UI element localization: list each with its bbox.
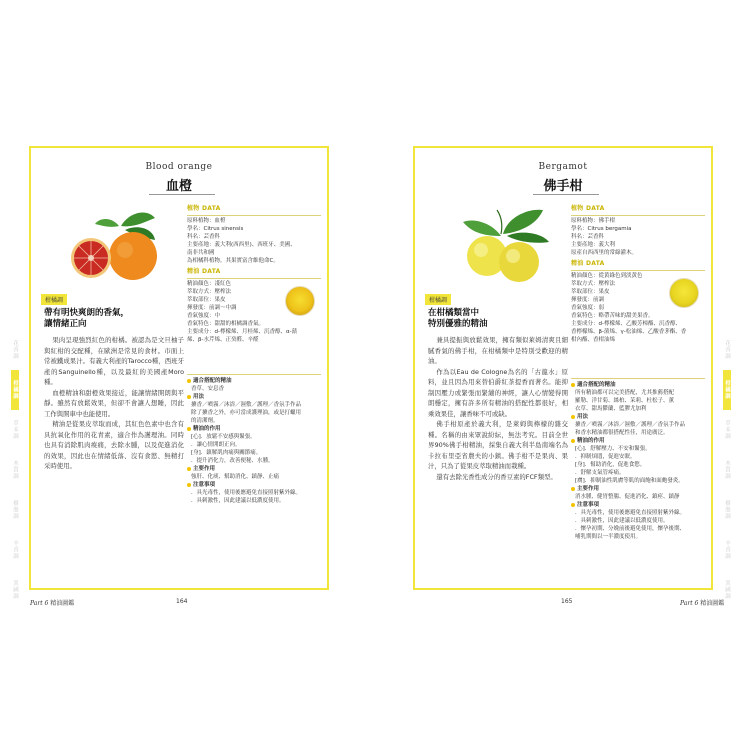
plant-data-row: 主要產地：義大利(西西里)、西班牙、美國、 [187,242,296,248]
oil-data-row: 香檸檬烯、β-蒎烯、γ-松油烯、乙酸香茅酯、香 [571,329,687,335]
oil-data-row: 主要成分：d-檸檬烯、月桂烯、沉香醇、α-蒎 [187,329,298,335]
side-tab-active[interactable]: 柑橘調 [11,370,19,410]
oil-data-row: 精油顏色：淺紅色 [187,281,232,287]
subheading-line: 特別優雅的精油 [428,319,488,329]
body-text [44,335,184,472]
right-page [413,146,713,590]
left-page [29,146,329,590]
body-text [428,335,568,482]
notes-panel [571,376,705,541]
leaf-illustration [463,221,501,236]
plant-data-row: 原料植物：血橙 [187,218,226,224]
leaf-illustration [503,210,543,234]
note-heading: 注意事項 [187,481,321,489]
note-line: ．具刺激性，因此建議以低濃度使用。 [575,518,669,524]
body-paragraph: 精油是從果皮萃取而成，其紅色色素中也含有具抗氧化作用的花青素，適合作為護理油。同時也具有消除肌肉痠痛，去除水腫，以及促進消化的效果，因此也在情緒低落、沒有食慾、無精打采時使用。 [44,420,184,470]
note-line: 羅勒、洋甘菊、絲柏、茉莉、杜松子、薰 [575,398,675,404]
leaf-illustration [121,212,155,226]
subheading-line: 在柑橘類當中 [428,308,480,318]
right-footer [680,598,724,607]
page-title-en: Blood orange [145,162,213,172]
plant-data-row: 原產自西西里的常綠灌木。 [571,250,638,256]
subheading-line: 讓情緒正向 [44,319,87,329]
note-line: ．提升消化力，改善便秘、水腫。 [191,458,274,464]
side-tab[interactable]: 木質調 [724,460,730,480]
page-title-en: Bergamot [538,162,588,172]
data-panel [187,205,321,344]
page-title-zh: 佛手柑 [543,179,583,194]
note-line: [膚]．抑制油性肌膚等肌的面皰和面皰發炎。 [575,478,684,484]
note-line: [心]．放鬆不安感與緊張。 [191,434,256,440]
oil-data-row: 萃取方式：壓榨法 [187,289,232,295]
oil-data-block [187,280,321,344]
side-tab[interactable]: 草本調 [724,420,730,440]
side-tab[interactable]: 異國調 [12,580,18,600]
page-number: 164 [176,598,188,605]
side-tab[interactable]: 木質調 [12,460,18,480]
note-heading: 用法 [571,413,705,421]
right-side-tabs [723,330,739,610]
data-panel [571,205,705,344]
bergamot-illustration [443,206,563,286]
note-heading: 適合搭配的精油 [571,381,705,389]
plant-data-row: 為相橘科植物。其果實富含維他命C。 [187,258,279,264]
note-line: ．抑制煩悶，促進安眠。 [575,454,636,460]
left-side-tabs [11,330,27,610]
oil-data-title: 精油 DATA [187,268,221,275]
oil-data-row: 香氣強度：弱 [571,305,605,311]
note-line: 的清潔劑。 [191,418,219,424]
body-paragraph: 還有去除光香性成分的香豆素的FCF類型。 [436,472,557,481]
left-footer [30,598,74,607]
body-paragraph: 兼具提振與放鬆效果，擁有類似萊姆清爽且細膩香氣的佛手柑，在柑橘類中是特別受歡迎的精油。 [428,336,568,365]
note-line: ．懷孕初期、分娩前後避免使用，懷孕後期、 [575,526,686,532]
oil-data-row: 揮發度：前調～中調 [187,305,237,311]
oil-data-title: 精油 DATA [571,260,605,267]
footer-part: Part 6 [30,600,49,607]
note-line: ．讓心情開朗正向。 [191,442,241,448]
footer-label: 精油圖鑑 [700,600,725,607]
bergamot-fruit [499,242,539,282]
plant-data-row: 學名：Citrus sinensis [187,226,244,232]
oil-data-row: 烯、β-水芹烯、正癸醛、辛醛 [187,337,259,343]
footer-part: Part 6 [680,600,699,607]
side-tab[interactable]: 花香調 [12,340,18,360]
notes-panel [187,372,321,505]
note-line: [身]．鎮解肌肉痛與關節痛。 [191,450,262,456]
note-heading: 注意事項 [571,501,705,509]
note-heading: 用法 [187,393,321,401]
side-tab[interactable]: 樹脂調 [724,500,730,520]
oil-color-swatch [285,286,315,316]
side-tab[interactable]: 辛香調 [12,540,18,560]
plant-data-row: 科名：芸香科 [187,234,221,240]
page-number: 165 [561,598,573,605]
oil-data-row: 香氣特色：略帶苦味的甜美果香。 [571,313,654,319]
category-tag: 柑橘調 [41,294,67,305]
body-paragraph: 果肉呈現強烈紅色的柑橘。被認為是文旦柚子與紅柑的交配種，在歐洲是常見的食材。市面上常被鐵成果汁。有義大利產的Tarocco種，西班牙產的Sanguinello種，以及最紅的美國產Moro種。 [44,336,184,386]
plant-data-row: 主要產地：義大利 [571,242,616,248]
subheading [428,308,568,330]
side-tab[interactable]: 樹脂調 [12,500,18,520]
oil-data-row: 精油顏色：從黃綠色到淡黃色 [571,273,643,279]
subheading-line: 帶有明快爽朗的香氣， [44,308,130,318]
note-heading: 主要作用 [571,485,705,493]
plant-data-row: 學名：Citrus bergamia [571,226,632,232]
blood-orange-illustration [59,206,179,286]
page-title-zh: 血橙 [165,179,192,194]
oil-data-row: 香氣強度：中 [187,313,221,319]
note-heading: 主要作用 [187,465,321,473]
note-line: 和香水精油都很搭配性佳，用途廣泛。 [575,430,669,436]
note-line: 強肝、化痰、幫助消化、鎮靜、止痛 [191,474,280,480]
note-line: ．具刺激性，因此建議以低濃度使用。 [191,498,285,504]
footer-label: 精油圖鑑 [50,600,75,607]
plant-data-row: 南非共和國 [187,250,215,256]
oil-data-row: 萃取部位：果皮 [187,297,226,303]
note-line: 哺乳期間以一半濃度使用。 [575,534,642,540]
note-line: [身]．幫助消化，促進食慾。 [575,462,646,468]
oil-data-row: 主要成分：d-檸檬烯、乙酸芳樟酯、沉香醇、 [571,321,681,327]
note-line: 擴香／噴霧／沐浴／濕敷／護理／香氛手作品 [575,422,686,428]
note-line: 香草、安息香 [191,386,225,392]
whole-orange [109,232,157,280]
side-tab[interactable]: 辛香調 [724,540,730,560]
oil-data-row: 香氣特色：甜甜的相橘調香氣。 [187,321,265,327]
oil-data-block [571,272,705,344]
note-heading: 精油的作用 [187,425,321,433]
note-line: 除了擴香之外，亦可當成護理油，或是打蠟用 [191,410,302,416]
plant-data-row: 原料植物：佛手柑 [571,218,616,224]
note-line: ．具光毒性，使用後應避免直接照射紫外線。 [191,490,302,496]
note-line: [心]．舒解壓力、不安和緊張。 [575,446,651,452]
note-line: ．具光毒性，使用後應避免直接照射紫外線。 [575,510,686,516]
note-line: 消水腫、健胃整腸、促進消化、鎮痙、鎮靜 [575,494,680,500]
title-divider [149,194,215,195]
title-divider [533,194,599,195]
body-paragraph: 血橙精油和甜橙效果接近，能讓情緒開朗與平靜。雖然有放鬆效果，但卻不會讓人想睡，因此工作與開車中也能使用。 [44,388,184,418]
note-line: ．舒解支氣管疼痛。 [575,470,625,476]
side-tab[interactable]: 草本調 [12,420,18,440]
category-tag: 柑橘調 [425,294,451,305]
oil-data-row: 萃取方式：壓榨法 [571,281,616,287]
note-heading: 適合搭配的精油 [187,377,321,385]
note-line: 所有精油都可以完美搭配，尤其推薦搭配 [575,390,675,396]
oil-data-row: 柑內酯、香柑油烯 [571,337,616,343]
note-line: 擴香／噴霧／沐浴／濕敷／護理／香氛手作品 [191,402,302,408]
plant-data-row: 科名：芸香科 [571,234,605,240]
side-tab-active[interactable]: 柑橘調 [723,370,731,410]
body-paragraph: 佛手柑原產於義大利，是萊姆與檸檬的雜交種。名稱的由來眾說紛紜，無法考究。目前全世界90%佛手柑精油，採集自義大利半島南端名為卡拉布里亞省農夫的小鎮。佛手柑不是果肉、果汁，只為了從果皮萃取精油而栽種。 [428,420,568,470]
oil-data-row: 萃取部位：果皮 [571,289,610,295]
side-tab[interactable]: 花香調 [724,340,730,360]
subheading [44,308,184,330]
plant-data-title: 植物 DATA [571,205,605,212]
oil-color-swatch [669,278,699,308]
note-heading: 精油的作用 [571,437,705,445]
side-tab[interactable]: 異國調 [724,580,730,600]
body-paragraph: 作為以Eau de Cologne為名的「古龍水」原料，並且因為用來替伯爵紅茶提香而著名。能抑制因壓力或緊張而緊繃的神經，讓人心情變得開朗穩定，擁有許多所有精油的搭配性都很好，相乘效果佳，讓香味不可或缺。 [428,367,568,418]
oil-data-row: 揮發度：前調 [571,297,605,303]
plant-data-title: 植物 DATA [187,205,221,212]
note-line: 衣草、甜馬鬱蘭、藍膠尤加利 [575,406,647,412]
